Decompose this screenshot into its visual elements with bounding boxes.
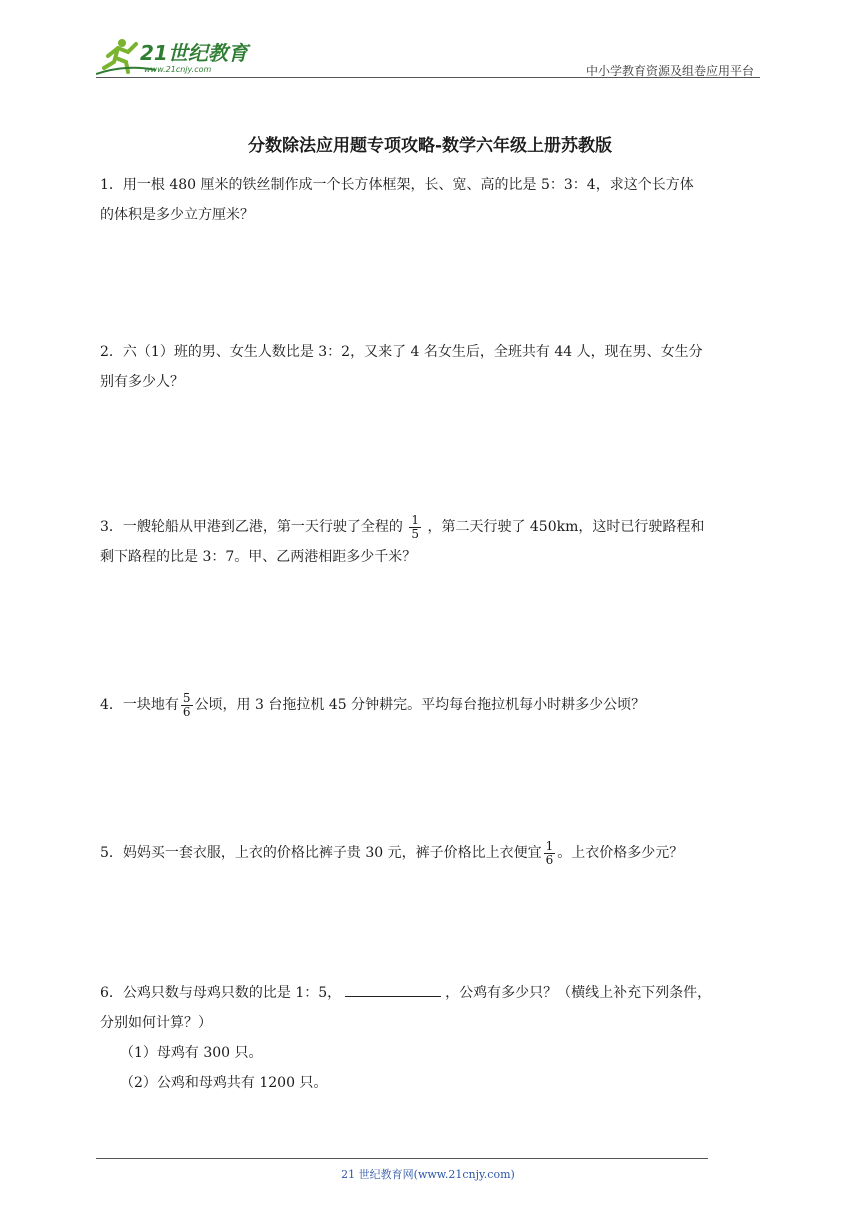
question-5: 5．妈妈买一套衣服，上衣的价格比裤子贵 30 元，裤子价格比上衣便宜 $\frac{1}{6}$ 。上衣价格多少元？ — [100, 838, 684, 867]
platform-label: 中小学教育资源及组卷应用平台 — [585, 64, 754, 78]
page-footer: 21 世纪教育网(www.21cnjy.com) — [341, 1168, 515, 1181]
question-4: 4．一块地有 $\frac{5}{6}$ 公顷，用 3 台拖拉机 45 分钟耕完。平均每台拖拉机每小时耕多少公顷？ — [100, 690, 646, 719]
question-6: 6．公鸡只数与母鸡只数的比是 1：5， ，公鸡有多少只？（横线上补充下列条件， 分别如何计算？） （1）母鸡有 300 只。 （2）公鸡和母鸡共有 1200 只。 — [100, 978, 765, 1098]
page-header — [96, 30, 760, 78]
logo-21cnjy — [96, 34, 266, 76]
fraction: $\frac{1}{6}$ — [545, 838, 554, 867]
fraction: $\frac{1}{5}$ — [411, 512, 419, 541]
header-divider — [96, 77, 760, 78]
fraction: $\frac{5}{6}$ — [182, 690, 191, 719]
question-1: 1．用一根 480 厘米的铁丝制作成一个长方体框架，长、宽、高的比是 5：3：4，求这个长方体 的体积是多少立方厘米？ — [100, 177, 694, 223]
sub-question-2: （2）公鸡和母鸡共有 1200 只。 — [120, 1075, 328, 1091]
question-2: 2．六（1）班的男、女生人数比是 3：2，又来了 4 名女生后，全班共有 44 人，现在男、女生分 别有多少人？ — [100, 344, 703, 390]
svg-text:21世纪教育: 21世纪教育 — [140, 41, 248, 65]
question-3: 3．一艘轮船从甲港到乙港，第一天行驶了全程的 $\frac{1}{5}$ ，第二天行驶了 450km，这时已行驶路程和 剩下路程的比是 3：7。甲、乙两港相距多少千米？ — [100, 512, 705, 565]
fill-in-blank — [345, 980, 441, 997]
sub-question-1: （1）母鸡有 300 只。 — [120, 1045, 263, 1061]
page-title: 分数除法应用题专项攻略-数学六年级上册苏教版 — [247, 136, 613, 156]
footer-divider — [96, 1158, 708, 1159]
svg-text:www.21cnjy.com: www.21cnjy.com — [144, 65, 212, 74]
